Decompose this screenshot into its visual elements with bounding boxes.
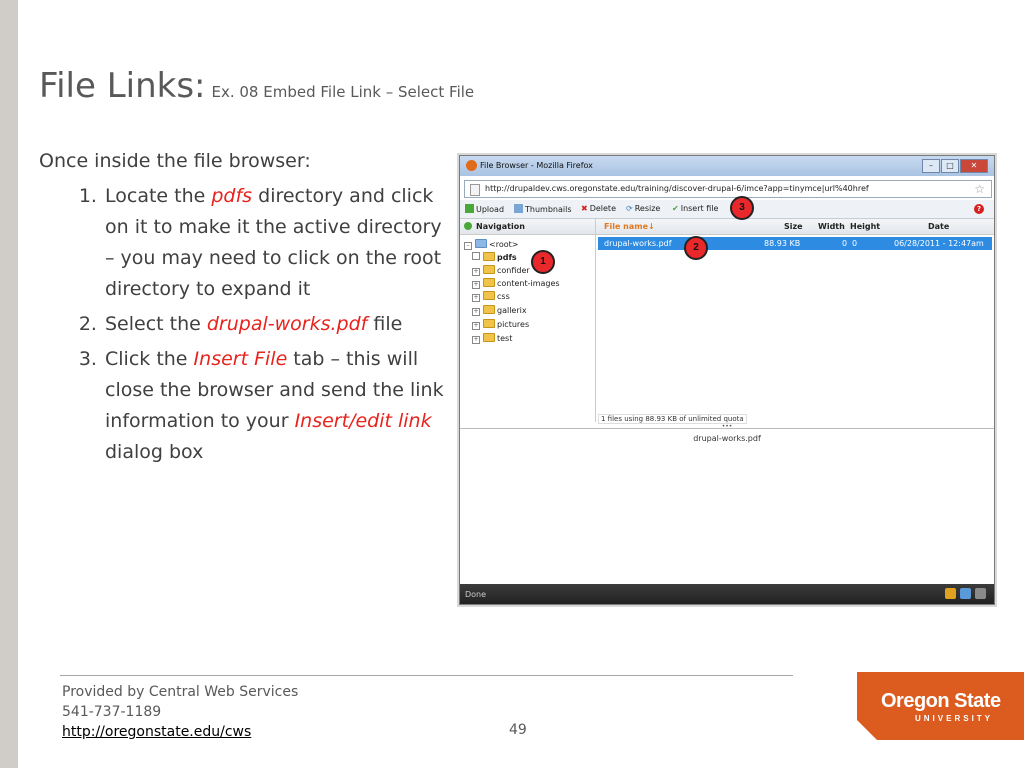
expand-icon[interactable]: + bbox=[473, 294, 479, 301]
tree-folder-pictures[interactable] bbox=[472, 319, 529, 331]
tree-root-label: <root> bbox=[489, 240, 519, 249]
page-icon bbox=[470, 184, 480, 196]
tree-folder-label: css bbox=[497, 292, 510, 301]
tree-folder-label: test bbox=[497, 334, 513, 343]
window-controls bbox=[922, 159, 988, 173]
file-browser-screenshot bbox=[459, 155, 995, 605]
footer-link[interactable]: http://oregonstate.edu/cws bbox=[62, 724, 252, 740]
file-row-selected[interactable] bbox=[598, 237, 992, 250]
logo-university: UNIVERSITY bbox=[915, 714, 994, 723]
col-size[interactable]: Size bbox=[784, 222, 803, 231]
logo-name: Oregon State bbox=[881, 690, 1001, 712]
footer-divider bbox=[60, 675, 793, 676]
expand-icon[interactable]: + bbox=[473, 268, 479, 275]
tree-folder-confider[interactable] bbox=[472, 265, 530, 277]
slide-body bbox=[39, 146, 444, 468]
step-3-em: Insert File bbox=[193, 348, 288, 370]
quota-info: 1 files using 88.93 KB of unlimited quota bbox=[598, 414, 747, 424]
resize-label: Resize bbox=[634, 204, 661, 213]
tree-expander[interactable] bbox=[472, 252, 480, 260]
url-text: http://drupaldev.cws.oregonstate.edu/training/discover-drupal-6/imce?app=tinymce|url%40href bbox=[485, 184, 869, 193]
col-date[interactable]: Date bbox=[928, 222, 950, 231]
folder-icon bbox=[483, 333, 495, 342]
navigation-header bbox=[460, 219, 595, 235]
footer-provider: Provided by Central Web Services bbox=[62, 684, 299, 700]
tree-folder-pdfs[interactable] bbox=[472, 252, 517, 264]
folder-icon bbox=[483, 319, 495, 328]
expand-icon[interactable]: + bbox=[473, 308, 479, 315]
step-2-em: drupal-works.pdf bbox=[206, 313, 368, 335]
navigation-label: Navigation bbox=[476, 222, 525, 231]
imce-toolbar bbox=[460, 200, 994, 219]
tree-folder-label: pictures bbox=[497, 320, 530, 329]
resize-button[interactable] bbox=[626, 204, 660, 213]
thumbnails-icon bbox=[514, 204, 523, 213]
insert-file-button[interactable] bbox=[672, 204, 718, 213]
step-1-em: pdfs bbox=[211, 185, 253, 207]
step-2-post: file bbox=[367, 313, 403, 335]
col-width[interactable]: Width bbox=[818, 222, 845, 231]
step-1-pre: Locate the bbox=[105, 185, 212, 207]
addon-icon[interactable] bbox=[945, 588, 956, 599]
tree-folder-gallerix[interactable] bbox=[472, 305, 527, 317]
folder-icon bbox=[483, 265, 495, 274]
left-accent-bar bbox=[0, 0, 18, 768]
step-1-post: directory and click on it to make it the active directory – you may need to click on the root directory to expand it bbox=[105, 185, 442, 300]
slide-title bbox=[39, 66, 474, 106]
step-3-em2: Insert/edit link bbox=[294, 410, 432, 432]
thumbnails-label: Thumbnails bbox=[525, 205, 572, 214]
col-file-name[interactable]: File name↓ bbox=[604, 222, 655, 231]
step-2-pre: Select the bbox=[105, 313, 207, 335]
page-number: 49 bbox=[509, 722, 527, 738]
step-2 bbox=[103, 309, 444, 340]
window-title: File Browser - Mozilla Firefox bbox=[480, 161, 593, 170]
folder-icon bbox=[483, 291, 495, 300]
callout-badge-2: 2 bbox=[684, 236, 708, 260]
tree-folder-label: confider bbox=[497, 266, 530, 275]
upload-label: Upload bbox=[476, 205, 505, 214]
status-bar bbox=[460, 584, 994, 604]
title-subtitle: Ex. 08 Embed File Link – Select File bbox=[211, 83, 475, 101]
addon-icon[interactable] bbox=[975, 588, 986, 599]
tree-folder-label: content-images bbox=[497, 279, 560, 288]
step-1 bbox=[103, 181, 444, 305]
step-3 bbox=[103, 344, 444, 468]
tree-folder-test[interactable] bbox=[472, 333, 512, 345]
url-bar[interactable] bbox=[464, 180, 992, 198]
steps-list bbox=[39, 181, 444, 468]
pane-resize-handle[interactable]: ••• bbox=[721, 423, 733, 430]
footer bbox=[62, 682, 298, 742]
intro-text: Once inside the file browser: bbox=[39, 150, 311, 172]
root-folder-icon bbox=[475, 239, 487, 248]
insert-file-label: Insert file bbox=[680, 204, 719, 213]
expand-icon[interactable]: + bbox=[473, 281, 479, 288]
delete-icon: ✖ bbox=[581, 204, 588, 213]
close-icon[interactable]: ✕ bbox=[960, 159, 988, 173]
collapse-icon[interactable]: – bbox=[464, 242, 472, 250]
step-3-pre: Click the bbox=[105, 348, 194, 370]
expand-icon[interactable]: + bbox=[473, 336, 479, 343]
navigation-icon bbox=[464, 222, 472, 230]
file-size: 88.93 KB bbox=[764, 239, 801, 248]
checkmark-icon: ✔ bbox=[672, 204, 679, 213]
col-height[interactable]: Height bbox=[850, 222, 881, 231]
delete-label: Delete bbox=[589, 204, 616, 213]
minimize-icon[interactable]: – bbox=[922, 159, 940, 173]
firefox-icon bbox=[466, 160, 477, 171]
tree-folder-label: gallerix bbox=[497, 306, 527, 315]
addon-icon[interactable] bbox=[960, 588, 971, 599]
preview-pane bbox=[460, 423, 994, 584]
folder-icon bbox=[483, 278, 495, 287]
tree-folder-css[interactable] bbox=[472, 291, 510, 303]
status-icons bbox=[945, 588, 986, 599]
folder-icon bbox=[483, 305, 495, 314]
logo-fold bbox=[857, 720, 877, 740]
status-text: Done bbox=[465, 590, 487, 599]
expand-icon[interactable]: + bbox=[473, 322, 479, 329]
tree-root[interactable] bbox=[464, 239, 518, 251]
resize-icon: ⟳ bbox=[626, 204, 633, 213]
callout-badge-3: 3 bbox=[730, 196, 754, 220]
file-list-pane bbox=[596, 219, 994, 422]
tree-folder-content-images[interactable] bbox=[472, 278, 560, 290]
tree-folder-label: pdfs bbox=[497, 253, 517, 262]
delete-button[interactable] bbox=[581, 204, 616, 213]
window-titlebar bbox=[460, 156, 994, 176]
upload-button[interactable] bbox=[465, 204, 504, 214]
file-list-header bbox=[596, 219, 994, 235]
osu-logo bbox=[857, 672, 1024, 740]
file-name: drupal-works.pdf bbox=[604, 239, 672, 248]
help-icon[interactable]: ? bbox=[974, 204, 984, 214]
navigation-pane bbox=[460, 219, 596, 422]
step-3-post: tab – this will close the browser and send the link information to your bbox=[105, 348, 444, 432]
preview-file-name: drupal-works.pdf bbox=[693, 434, 761, 443]
title-main: File Links: bbox=[39, 66, 206, 106]
upload-icon bbox=[465, 204, 474, 213]
callout-badge-1: 1 bbox=[531, 250, 555, 274]
file-width: 0 bbox=[842, 239, 848, 248]
folder-icon bbox=[483, 252, 495, 261]
step-3-post2: dialog box bbox=[105, 441, 204, 463]
file-date: 06/28/2011 - 12:47am bbox=[894, 239, 984, 248]
bookmark-star-icon[interactable]: ☆ bbox=[974, 182, 985, 196]
maximize-icon[interactable]: □ bbox=[941, 159, 959, 173]
thumbnails-button[interactable] bbox=[514, 204, 571, 214]
file-height: 0 bbox=[852, 239, 858, 248]
footer-phone: 541-737-1189 bbox=[62, 704, 162, 720]
